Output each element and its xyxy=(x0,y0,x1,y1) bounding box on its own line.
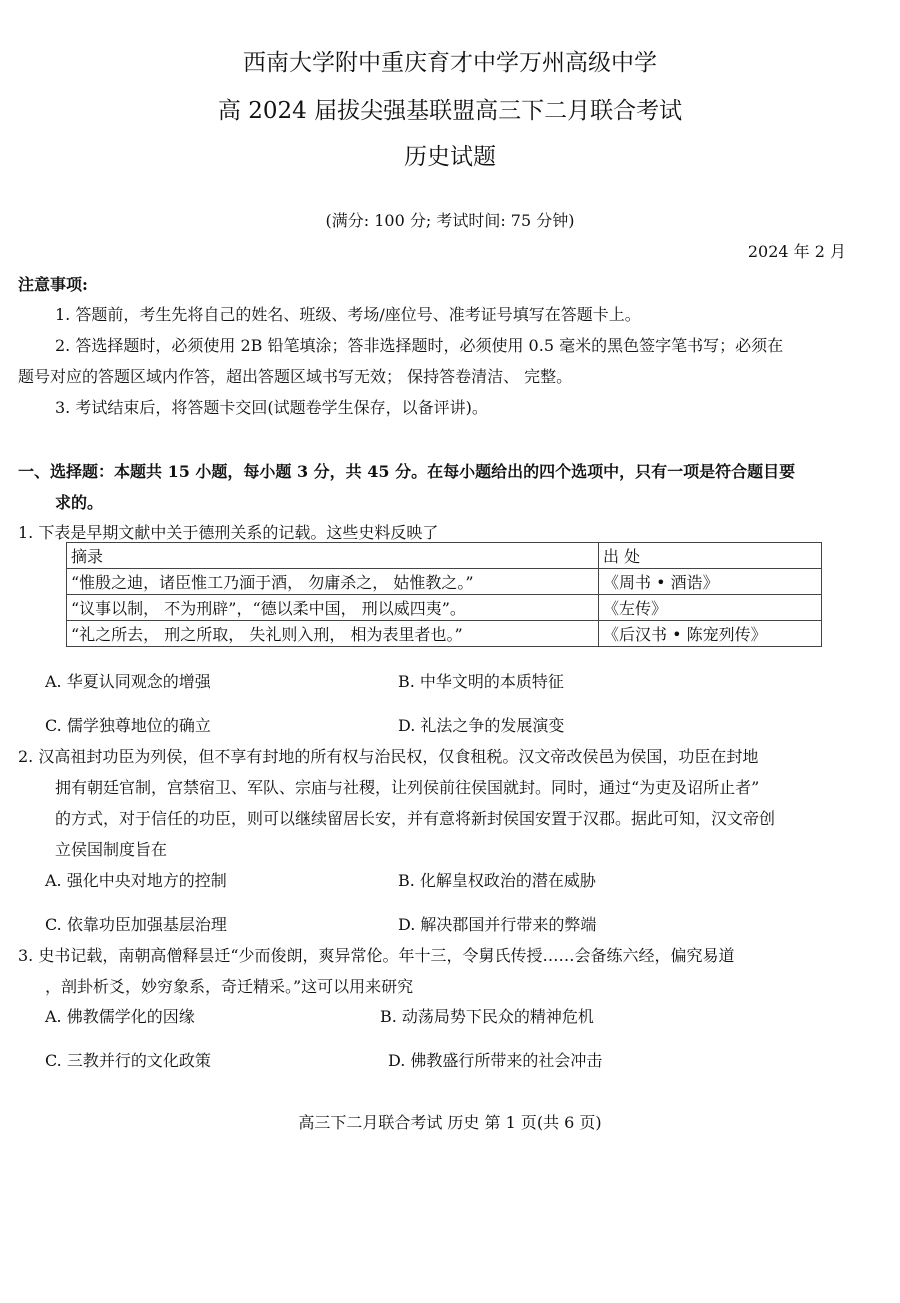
notice-item-2-line-2: 题号对应的答题区域内作答，超出答题区域书写无效； 保持答卷清洁、 完整。 xyxy=(18,367,573,386)
page-footer: 高三下二月联合考试 历史 第 1 页(共 6 页) xyxy=(298,1113,602,1132)
table-cell-source: 《后汉书 • 陈宠列传》 xyxy=(599,621,822,647)
q2-option-b: B. 化解皇权政治的潜在威胁 xyxy=(398,871,596,890)
q1-stem: 1. 下表是早期文献中关于德刑关系的记载。这些史料反映了 xyxy=(18,523,439,542)
q2-stem-line-2: 拥有朝廷官制，宫禁宿卫、军队、宗庙与社稷，让列侯前往侯国就封。同时，通过“为吏及诏所止者” xyxy=(55,778,760,797)
q1-option-d: D. 礼法之争的发展演变 xyxy=(398,716,565,735)
section-heading-line-1: 一、选择题：本题共 15 小题，每小题 3 分，共 45 分。在每小题给出的四个选项中，只有一项是符合题目要 xyxy=(18,462,796,481)
table-header-cell: 出 处 xyxy=(599,543,822,569)
q3-stem-line-1: 3. 史书记载，南朝高僧释昙迁“少而俊朗，爽异常伦。年十三，令舅氏传授……会备练六经，偏究易道 xyxy=(18,946,735,965)
notice-item-1: 1. 答题前，考生先将自己的姓名、班级、考场/座位号、准考证号填写在答题卡上。 xyxy=(55,305,641,324)
notice-item-3: 3. 考试结束后，将答题卡交回(试题卷学生保存，以备评讲)。 xyxy=(55,398,488,417)
table-row xyxy=(67,569,822,595)
q2-option-c: C. 依靠功臣加强基层治理 xyxy=(45,915,227,934)
school-line: 西南大学附中重庆育才中学万州高级中学 xyxy=(243,50,657,76)
section-heading-line-2: 求的。 xyxy=(55,493,104,512)
table-row xyxy=(67,595,822,621)
table-cell-excerpt: “议事以制， 不为刑辟”，“德以柔中国， 刑以威四夷”。 xyxy=(67,595,599,621)
q3-stem-line-2: ，剖卦析爻，妙穷象系，奇迁精采。”这可以用来研究 xyxy=(45,977,414,996)
table-cell-source: 《周书 • 酒诰》 xyxy=(599,569,822,595)
exam-date: 2024 年 2 月 xyxy=(747,242,846,261)
table-cell-excerpt: “惟殷之迪，诸臣惟工乃湎于酒， 勿庸杀之， 姑惟教之。” xyxy=(67,569,599,595)
q2-option-d: D. 解决郡国并行带来的弊端 xyxy=(398,915,597,934)
q2-stem-line-4: 立侯国制度旨在 xyxy=(55,840,168,859)
q1-option-b: B. 中华文明的本质特征 xyxy=(398,672,564,691)
q2-stem-line-1: 2. 汉高祖封功臣为列侯，但不享有封地的所有权与治民权，仅食租税。汉文帝改侯邑为侯国，功臣在封地 xyxy=(18,747,759,766)
notice-item-2-line-1: 2. 答选择题时，必须使用 2B 铅笔填涂；答非选择题时，必须使用 0.5 毫米的黑色签字笔书写；必须在 xyxy=(55,336,784,355)
q1-source-table xyxy=(66,542,822,647)
score-time: (满分: 100 分; 考试时间: 75 分钟) xyxy=(325,211,575,230)
table-header-cell: 摘录 xyxy=(67,543,599,569)
q2-option-a: A. 强化中央对地方的控制 xyxy=(45,871,227,890)
q3-option-a: A. 佛教儒学化的因缘 xyxy=(45,1007,195,1026)
q3-option-b: B. 动荡局势下民众的精神危机 xyxy=(380,1007,594,1026)
table-cell-source: 《左传》 xyxy=(599,595,822,621)
exam-title: 高 2024 届拔尖强基联盟高三下二月联合考试 xyxy=(217,98,683,124)
q3-option-c: C. 三教并行的文化政策 xyxy=(45,1051,211,1070)
table-row xyxy=(67,621,822,647)
subject-title: 历史试题 xyxy=(404,144,496,170)
q3-option-d: D. 佛教盛行所带来的社会冲击 xyxy=(388,1051,603,1070)
notice-heading: 注意事项: xyxy=(18,275,88,294)
table-cell-excerpt: “礼之所去， 刑之所取， 失礼则入刑， 相为表里者也。” xyxy=(67,621,599,647)
q1-option-c: C. 儒学独尊地位的确立 xyxy=(45,716,211,735)
q2-stem-line-3: 的方式，对于信任的功臣，则可以继续留居长安，并有意将新封侯国安置于汉郡。据此可知，汉文帝创 xyxy=(55,809,776,828)
table-header-row xyxy=(67,543,822,569)
q1-option-a: A. 华夏认同观念的增强 xyxy=(45,672,211,691)
